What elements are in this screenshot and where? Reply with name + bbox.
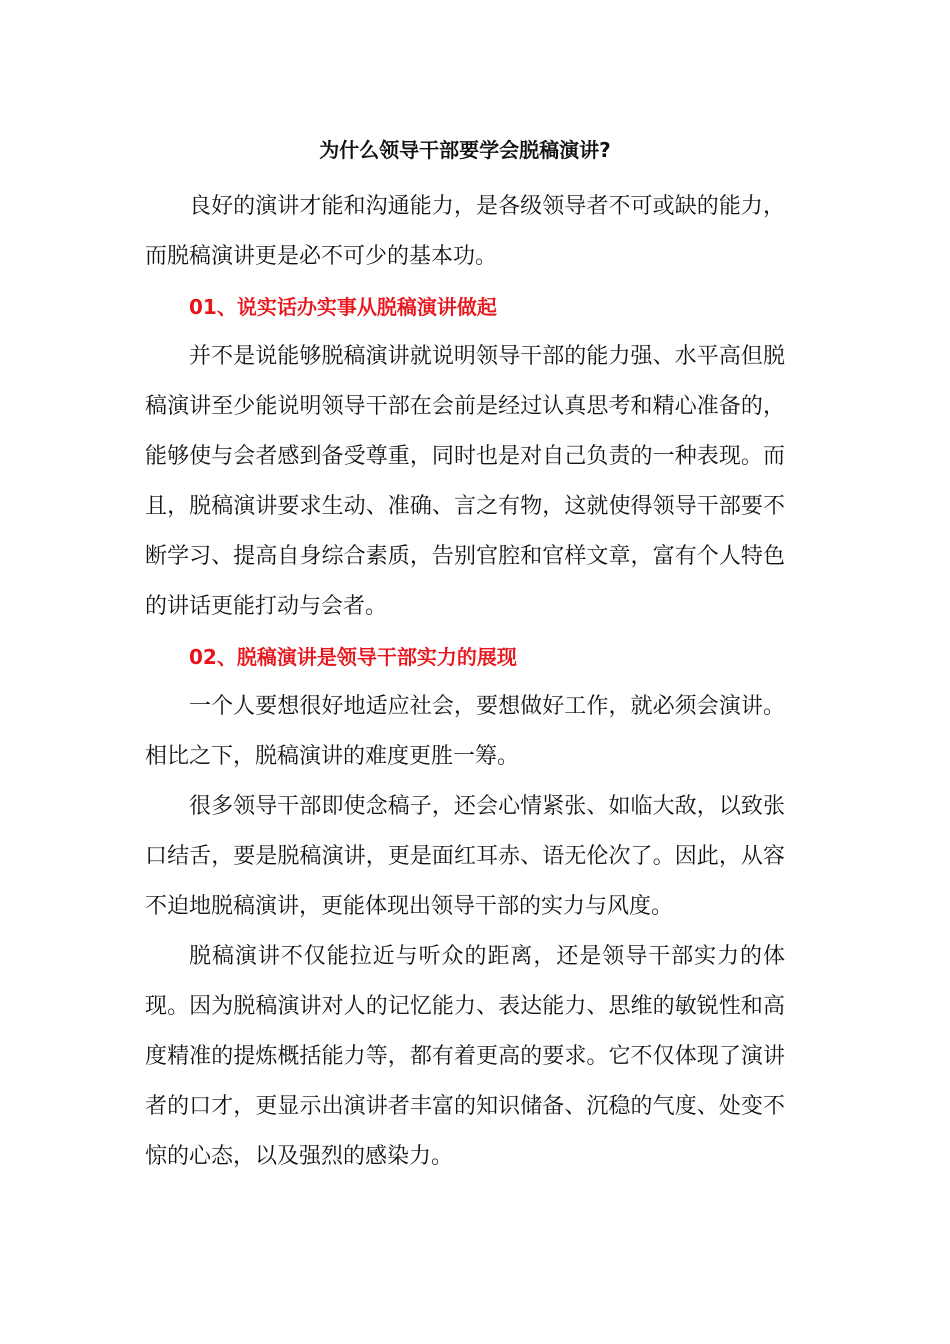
document-title: 为什么领导干部要学会脱稿演讲? <box>319 138 611 162</box>
section-02-paragraph-2: 很多领导干部即使念稿子，还会心情紧张、如临大敌，以致张口结舌，要是脱稿演讲，更是面红耳赤、语无伦次了。因此，从容不迫地脱稿演讲，更能体现出领导干部的实力与风度。 <box>145 794 785 919</box>
section-02-paragraph-3: 脱稿演讲不仅能拉近与听众的距离，还是领导干部实力的体现。因为脱稿演讲对人的记忆能力、表达能力、思维的敏锐性和高度精准的提炼概括能力等，都有着更高的要求。它不仅体现了演讲者的口才，更显示出演讲者丰富的知识储备、沉稳的气度、处变不惊的心态，以及强烈的感染力。 <box>145 944 785 1169</box>
section-heading-01: 01、说实话办实事从脱稿演讲做起 <box>189 295 497 319</box>
document-body <box>145 130 785 1182</box>
intro-paragraph: 良好的演讲才能和沟通能力，是各级领导者不可或缺的能力，而脱稿演讲更是必不可少的基本功。 <box>145 194 785 269</box>
section-01-paragraph-1: 并不是说能够脱稿演讲就说明领导干部的能力强、水平高但脱稿演讲至少能说明领导干部在会前是经过认真思考和精心准备的，能够使与会者感到备受尊重，同时也是对自己负责的一种表现。而且，脱稿演讲要求生动、准确、言之有物，这就使得领导干部要不断学习、提高自身综合素质，告别官腔和官样文章，富有个人特色的讲话更能打动与会者。 <box>145 344 785 619</box>
section-02-paragraph-1: 一个人要想很好地适应社会，要想做好工作，就必须会演讲。相比之下，脱稿演讲的难度更胜一筹。 <box>145 694 785 769</box>
section-heading-02: 02、脱稿演讲是领导干部实力的展现 <box>189 645 517 669</box>
